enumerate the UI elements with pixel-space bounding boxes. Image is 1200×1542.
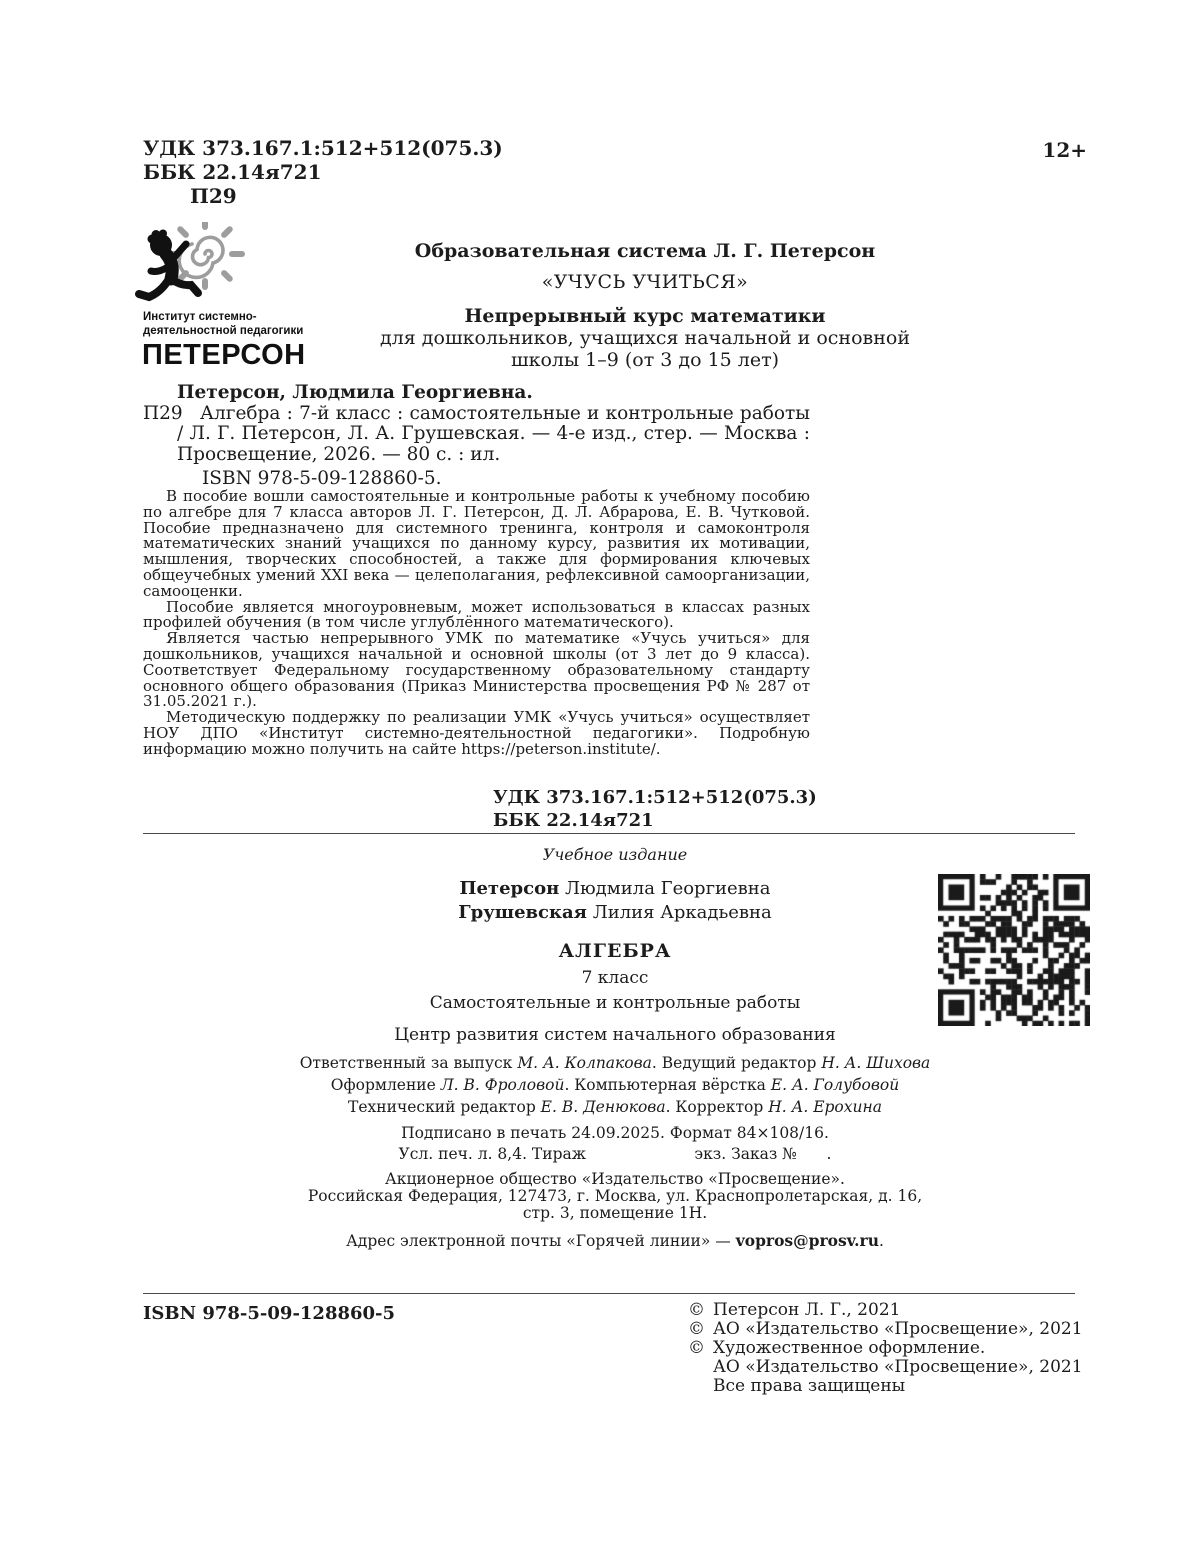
annotation-paragraph-4: Методическую поддержку по реализации УМК «Учусь учиться» осуществляет НОУ ДПО «Институт системно-деятельностной педагогики». Подробную информацию можно получить на сайте https://peterson.institute/. bbox=[143, 708, 810, 758]
annotation-paragraph-1: В пособие вошли самостоятельные и контрольные работы к учебному пособию по алгебре для 7 класса авторов Л. Г. Петерсон, Д. Л. Абрарова, Е. В. Чутковой. Пособие предназначено для системного тренинга, контроля и самоконтроля математических знаний учащихся по данному курсу, развития их мотивации, мышления, творческих способностей, а также для формирования ключевых общеучебных умений XXI века — целеполагания, рефлексивной самоорганизации, самооценки. bbox=[143, 487, 810, 600]
copyright-text: АО «Издательство «Просвещение», 2021 bbox=[713, 1357, 1083, 1377]
copyright-block bbox=[688, 1301, 1083, 1396]
copyright-row bbox=[688, 1358, 1083, 1377]
brand-name: ПЕТЕРСОН bbox=[142, 339, 306, 371]
copyright-symbol: © bbox=[688, 1319, 705, 1339]
divider-rule-top bbox=[143, 833, 1075, 834]
bbk-code-bottom: ББК 22.14я721 bbox=[493, 810, 654, 831]
course-title: Непрерывный курс математики bbox=[464, 305, 826, 327]
credits-line-3: Технический редактор Е. В. Денюкова. Корректор Н. А. Ерохина bbox=[348, 1098, 882, 1116]
book-title: АЛГЕБРА bbox=[558, 940, 672, 962]
print-info-line-2: Усл. печ. л. 8,4. Тираж экз. Заказ № . bbox=[398, 1145, 832, 1163]
catalog-card bbox=[143, 383, 810, 490]
copyright-symbol: © bbox=[688, 1300, 705, 1320]
copyright-symbol: © bbox=[688, 1338, 705, 1358]
course-audience-line2: школы 1–9 (от 3 до 15 лет) bbox=[510, 349, 780, 371]
catalog-codes-top bbox=[143, 136, 503, 208]
author-sign-code: П29 bbox=[190, 184, 237, 208]
running-child-sun-icon bbox=[125, 222, 320, 308]
qr-code bbox=[938, 874, 1090, 1026]
catalog-codes-bottom bbox=[493, 786, 817, 832]
udk-code-bottom: УДК 373.167.1:512+512(075.3) bbox=[493, 787, 817, 808]
publisher-address-line-2: стр. 3, помещение 1Н. bbox=[522, 1204, 708, 1222]
copyright-row bbox=[688, 1301, 1083, 1320]
publisher-name-line: Акционерное общество «Издательство «Просвещение». bbox=[385, 1170, 845, 1188]
annotation-block bbox=[143, 489, 810, 758]
edition-author-2: Грушевская Лилия Аркадьевна bbox=[458, 902, 772, 923]
book-subtitle: Самостоятельные и контрольные работы bbox=[429, 993, 801, 1013]
card-isbn: ISBN 978-5-09-128860-5. bbox=[202, 468, 442, 489]
copyright-text: Петерсон Л. Г., 2021 bbox=[713, 1300, 901, 1320]
education-system-line: Образовательная система Л. Г. Петерсон bbox=[414, 240, 876, 262]
udk-code: УДК 373.167.1:512+512(075.3) bbox=[143, 136, 503, 160]
credits-line-2: Оформление Л. В. Фроловой. Компьютерная вёрстка Е. А. Голубовой bbox=[330, 1076, 900, 1094]
series-header bbox=[330, 240, 960, 371]
divider-rule-bottom bbox=[143, 1293, 1075, 1294]
copyright-text: Художественное оформление. bbox=[713, 1338, 986, 1358]
isbn-bottom: ISBN 978-5-09-128860-5 bbox=[143, 1303, 396, 1324]
print-info-line-1: Подписано в печать 24.09.2025. Формат 84×108/16. bbox=[401, 1124, 829, 1142]
copyright-text: Все права защищены bbox=[713, 1376, 906, 1396]
bbk-code: ББК 22.14я721 bbox=[143, 160, 322, 184]
credits-line-1: Ответственный за выпуск М. А. Колпакова. Ведущий редактор Н. А. Шихова bbox=[299, 1054, 931, 1072]
copyright-text: АО «Издательство «Просвещение», 2021 bbox=[713, 1319, 1083, 1339]
institute-caption: Институт системно- деятельностной педагогики bbox=[143, 311, 304, 337]
edition-author-1: Петерсон Людмила Георгиевна bbox=[459, 878, 771, 899]
book-grade: 7 класс bbox=[581, 968, 649, 988]
publishing-department: Центр развития систем начального образования bbox=[394, 1025, 836, 1045]
copyright-row bbox=[688, 1320, 1083, 1339]
copyright-symbol bbox=[688, 1377, 713, 1396]
hotline-email-line: Адрес электронной почты «Горячей линии» — vopros@prosv.ru. bbox=[346, 1231, 884, 1250]
annotation-paragraph-3: Является частью непрерывного УМК по математике «Учусь учиться» для дошкольников, учащихся начальной и основной школы (от 3 лет до 9 класса). Соответствует Федеральному государственному образовательному стандарту основного общего образования (Приказ Министерства просвещения РФ № 287 от 31.05.2021 г.). bbox=[143, 629, 810, 711]
card-author: Петерсон, Людмила Георгиевна. bbox=[177, 382, 533, 403]
copyright-row bbox=[688, 1377, 1083, 1396]
card-body bbox=[143, 404, 810, 466]
card-description: Алгебра : 7-й класс : самостоятельные и контрольные работы / Л. Г. Петерсон, Л. А. Грушевская. — 4-е изд., стер. — Москва : Просвещение, 2026. — 80 с. : ил. bbox=[177, 402, 810, 465]
copyright-row bbox=[688, 1339, 1083, 1358]
age-rating-badge: 12+ bbox=[1042, 138, 1087, 162]
copyright-symbol bbox=[688, 1358, 713, 1377]
publisher-address-line-1: Российская Федерация, 127473, г. Москва, ул. Краснопролетарская, д. 16, bbox=[307, 1187, 923, 1205]
slogan-line: «УЧУСЬ УЧИТЬСЯ» bbox=[541, 271, 749, 293]
card-code: П29 bbox=[143, 402, 183, 424]
publisher-logo bbox=[125, 222, 325, 372]
edition-label: Учебное издание bbox=[542, 845, 688, 864]
course-audience-line1: для дошкольников, учащихся начальной и основной bbox=[380, 327, 910, 349]
annotation-paragraph-2: Пособие является многоуровневым, может использоваться в классах разных профилей обучения (в том числе углублённого математического). bbox=[143, 597, 810, 632]
